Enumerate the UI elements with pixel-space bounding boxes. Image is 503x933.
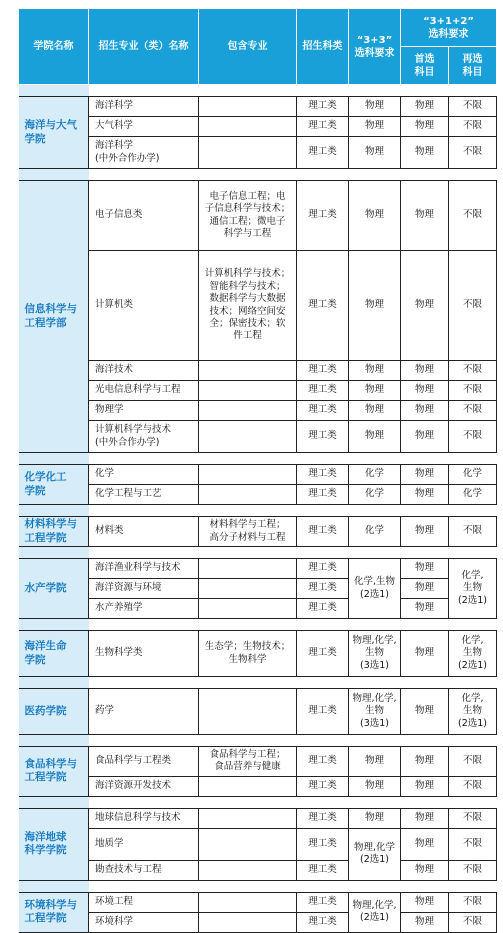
table-row [19, 117, 497, 137]
major-name: 食品科学与工程类 [89, 747, 199, 777]
separator-space [89, 547, 497, 559]
first-subject: 物理 [401, 181, 449, 251]
first-subject: 物理 [401, 421, 449, 453]
included-majors [199, 137, 297, 169]
first-subject: 物理 [401, 137, 449, 169]
req-33: 物理 [349, 361, 401, 381]
table-row [19, 401, 497, 421]
subject-category: 理工类 [297, 361, 349, 381]
college-name: 海洋地球 科学学院 [19, 808, 89, 880]
separator-bar [19, 677, 89, 689]
group-separator [19, 169, 497, 181]
req-33: 物理 [349, 401, 401, 421]
first-subject: 物理 [401, 599, 449, 619]
included-majors [199, 828, 297, 860]
separator-bar [19, 735, 89, 747]
major-name: 海洋资源与环境 [89, 579, 199, 599]
major-name: 勘查技术与工程 [89, 860, 199, 880]
req-33: 物理 [349, 421, 401, 453]
subject-category: 理工类 [297, 828, 349, 860]
separator-bar [19, 880, 89, 892]
table-row [19, 892, 497, 912]
college-name: 环境科学与 工程学院 [19, 892, 89, 932]
separator-bar [19, 547, 89, 559]
subject-category: 理工类 [297, 776, 349, 796]
second-subject: 不限 [449, 860, 497, 880]
req-33: 物理 [349, 137, 401, 169]
table-row [19, 559, 497, 579]
subject-category: 理工类 [297, 689, 349, 735]
subject-category: 理工类 [297, 401, 349, 421]
included-majors: 食品科学与工程； 食品营养与健康 [199, 747, 297, 777]
table-row [19, 181, 497, 251]
table-row [19, 860, 497, 880]
separator-bar [19, 85, 89, 97]
second-subject: 不限 [449, 381, 497, 401]
table-row [19, 517, 497, 547]
table-body [19, 85, 497, 933]
included-majors: 计算机科学与技术； 智能科学与技术； 数据科学与大数据 技术；网络空间安 全；保密技术；软 件工程 [199, 251, 297, 361]
separator-bar [19, 169, 89, 181]
included-majors [199, 465, 297, 485]
separator-bar [19, 505, 89, 517]
major-name: 地球信息科学与技术 [89, 808, 199, 828]
table-row [19, 421, 497, 453]
major-name: 水产养殖学 [89, 599, 199, 619]
separator-space [89, 169, 497, 181]
req-33: 物理,化学, 生物 (3选1) [349, 689, 401, 735]
group-separator [19, 619, 497, 631]
major-name: 海洋科学 (中外合作办学) [89, 137, 199, 169]
subject-category: 理工类 [297, 860, 349, 880]
major-name: 计算机科学与技术 (中外合作办学) [89, 421, 199, 453]
second-subject: 化学, 生物 (2选1) [449, 689, 497, 735]
header-req312: “3+1+2” 选科要求 [401, 9, 497, 47]
major-name: 药学 [89, 689, 199, 735]
separator-bar [19, 796, 89, 808]
second-subject: 不限 [449, 747, 497, 777]
separator-bar [19, 619, 89, 631]
major-name: 环境科学 [89, 912, 199, 932]
included-majors: 材料科学与工程； 高分子材料与工程 [199, 517, 297, 547]
group-separator [19, 880, 497, 892]
group-separator [19, 453, 497, 465]
major-name: 光电信息科学与工程 [89, 381, 199, 401]
second-subject: 不限 [449, 137, 497, 169]
major-name: 地质学 [89, 828, 199, 860]
group-separator [19, 505, 497, 517]
req-33: 物理 [349, 97, 401, 117]
major-name: 物理学 [89, 401, 199, 421]
table-row [19, 631, 497, 677]
header-category: 招生科类 [297, 9, 349, 85]
included-majors [199, 599, 297, 619]
second-subject: 不限 [449, 401, 497, 421]
table-row [19, 361, 497, 381]
group-separator [19, 735, 497, 747]
college-name: 材料科学与 工程学院 [19, 517, 89, 547]
included-majors [199, 892, 297, 912]
second-subject: 化学 [449, 485, 497, 505]
first-subject: 物理 [401, 776, 449, 796]
included-majors [199, 117, 297, 137]
first-subject: 物理 [401, 381, 449, 401]
major-name: 化学工程与工艺 [89, 485, 199, 505]
subject-category: 理工类 [297, 808, 349, 828]
table-row [19, 579, 497, 599]
second-subject: 不限 [449, 892, 497, 912]
header-req33: “3+3” 选科要求 [349, 9, 401, 85]
major-name: 大气科学 [89, 117, 199, 137]
group-separator [19, 796, 497, 808]
first-subject: 物理 [401, 747, 449, 777]
req-33: 物理 [349, 776, 401, 796]
subject-category: 理工类 [297, 251, 349, 361]
major-name: 海洋技术 [89, 361, 199, 381]
subject-category: 理工类 [297, 485, 349, 505]
subject-category: 理工类 [297, 579, 349, 599]
table-row [19, 912, 497, 932]
second-subject: 化学, 生物 (2选1) [449, 631, 497, 677]
major-name: 生物科学类 [89, 631, 199, 677]
separator-space [89, 85, 497, 97]
header-college: 学院名称 [19, 9, 89, 85]
table-row [19, 776, 497, 796]
req-33: 物理 [349, 181, 401, 251]
separator-space [89, 505, 497, 517]
subject-category: 理工类 [297, 137, 349, 169]
first-subject: 物理 [401, 97, 449, 117]
first-subject: 物理 [401, 485, 449, 505]
separator-bar [19, 453, 89, 465]
included-majors [199, 579, 297, 599]
first-subject: 物理 [401, 892, 449, 912]
req-33: 物理,化学, (2选1) [349, 892, 401, 932]
separator-space [89, 619, 497, 631]
group-separator [19, 85, 497, 97]
major-name: 海洋科学 [89, 97, 199, 117]
major-name: 计算机类 [89, 251, 199, 361]
subject-category: 理工类 [297, 517, 349, 547]
first-subject: 物理 [401, 860, 449, 880]
table-row [19, 137, 497, 169]
first-subject: 物理 [401, 401, 449, 421]
req-33: 物理 [349, 117, 401, 137]
included-majors: 生态学；生物技术； 生物科学 [199, 631, 297, 677]
separator-space [89, 677, 497, 689]
included-majors [199, 776, 297, 796]
table-row [19, 747, 497, 777]
second-subject: 不限 [449, 361, 497, 381]
college-name: 食品科学与 工程学院 [19, 747, 89, 797]
table-row [19, 828, 497, 860]
table-row [19, 465, 497, 485]
included-majors [199, 401, 297, 421]
req-33: 物理 [349, 251, 401, 361]
second-subject: 不限 [449, 517, 497, 547]
first-subject: 物理 [401, 828, 449, 860]
first-subject: 物理 [401, 808, 449, 828]
group-separator [19, 677, 497, 689]
subject-category: 理工类 [297, 631, 349, 677]
second-subject: 不限 [449, 776, 497, 796]
req-33: 化学 [349, 517, 401, 547]
subject-category: 理工类 [297, 599, 349, 619]
college-name: 信息科学与 工程学部 [19, 181, 89, 453]
separator-space [89, 453, 497, 465]
subject-category: 理工类 [297, 559, 349, 579]
subject-category: 理工类 [297, 117, 349, 137]
included-majors [199, 559, 297, 579]
second-subject: 不限 [449, 912, 497, 932]
req-33: 物理,化学, 生物 (3选1) [349, 631, 401, 677]
first-subject: 物理 [401, 689, 449, 735]
subject-category: 理工类 [297, 381, 349, 401]
subject-category: 理工类 [297, 97, 349, 117]
college-name: 水产学院 [19, 559, 89, 619]
included-majors: 电子信息工程；电 子信息科学与技术； 通信工程；微电子 科学与工程 [199, 181, 297, 251]
header-first: 首选 科目 [401, 47, 449, 85]
first-subject: 物理 [401, 361, 449, 381]
first-subject: 物理 [401, 465, 449, 485]
major-name: 环境工程 [89, 892, 199, 912]
subject-category: 理工类 [297, 892, 349, 912]
table-row [19, 689, 497, 735]
major-name: 电子信息类 [89, 181, 199, 251]
subject-category: 理工类 [297, 421, 349, 453]
second-subject: 不限 [449, 251, 497, 361]
table-row [19, 97, 497, 117]
first-subject: 物理 [401, 517, 449, 547]
college-name: 海洋与大气 学院 [19, 97, 89, 169]
college-name: 化学化工 学院 [19, 465, 89, 505]
separator-space [89, 735, 497, 747]
req-33: 物理 [349, 747, 401, 777]
major-name: 海洋资源开发技术 [89, 776, 199, 796]
admission-table [18, 8, 497, 933]
included-majors [199, 421, 297, 453]
major-name: 化学 [89, 465, 199, 485]
group-separator [19, 547, 497, 559]
table-row [19, 485, 497, 505]
table-row [19, 808, 497, 828]
subject-category: 理工类 [297, 747, 349, 777]
table-row [19, 381, 497, 401]
second-subject: 不限 [449, 421, 497, 453]
major-name: 材料类 [89, 517, 199, 547]
header-major: 招生专业（类）名称 [89, 9, 199, 85]
included-majors [199, 361, 297, 381]
req-33: 化学 [349, 465, 401, 485]
first-subject: 物理 [401, 912, 449, 932]
first-subject: 物理 [401, 579, 449, 599]
included-majors [199, 381, 297, 401]
college-name: 海洋生命 学院 [19, 631, 89, 677]
first-subject: 物理 [401, 559, 449, 579]
subject-category: 理工类 [297, 465, 349, 485]
req-33: 化学,生物 (2选1) [349, 559, 401, 619]
major-name: 海洋渔业科学与技术 [89, 559, 199, 579]
second-subject: 不限 [449, 181, 497, 251]
second-subject: 不限 [449, 117, 497, 137]
first-subject: 物理 [401, 631, 449, 677]
req-33: 物理 [349, 808, 401, 828]
second-subject: 不限 [449, 97, 497, 117]
header-included: 包含专业 [199, 9, 297, 85]
second-subject: 不限 [449, 828, 497, 860]
included-majors [199, 97, 297, 117]
college-name: 医药学院 [19, 689, 89, 735]
req-33: 化学 [349, 485, 401, 505]
subject-category: 理工类 [297, 912, 349, 932]
subject-category: 理工类 [297, 181, 349, 251]
separator-space [89, 796, 497, 808]
included-majors [199, 485, 297, 505]
table-row [19, 251, 497, 361]
req-33: 物理,化学 (2选1) [349, 828, 401, 880]
included-majors [199, 808, 297, 828]
included-majors [199, 912, 297, 932]
first-subject: 物理 [401, 251, 449, 361]
second-subject: 不限 [449, 808, 497, 828]
header-second: 再选 科目 [449, 47, 497, 85]
second-subject: 化学, 生物 (2选1) [449, 559, 497, 619]
included-majors [199, 689, 297, 735]
second-subject: 化学 [449, 465, 497, 485]
first-subject: 物理 [401, 117, 449, 137]
table-row [19, 599, 497, 619]
separator-space [89, 880, 497, 892]
req-33: 物理 [349, 381, 401, 401]
included-majors [199, 860, 297, 880]
